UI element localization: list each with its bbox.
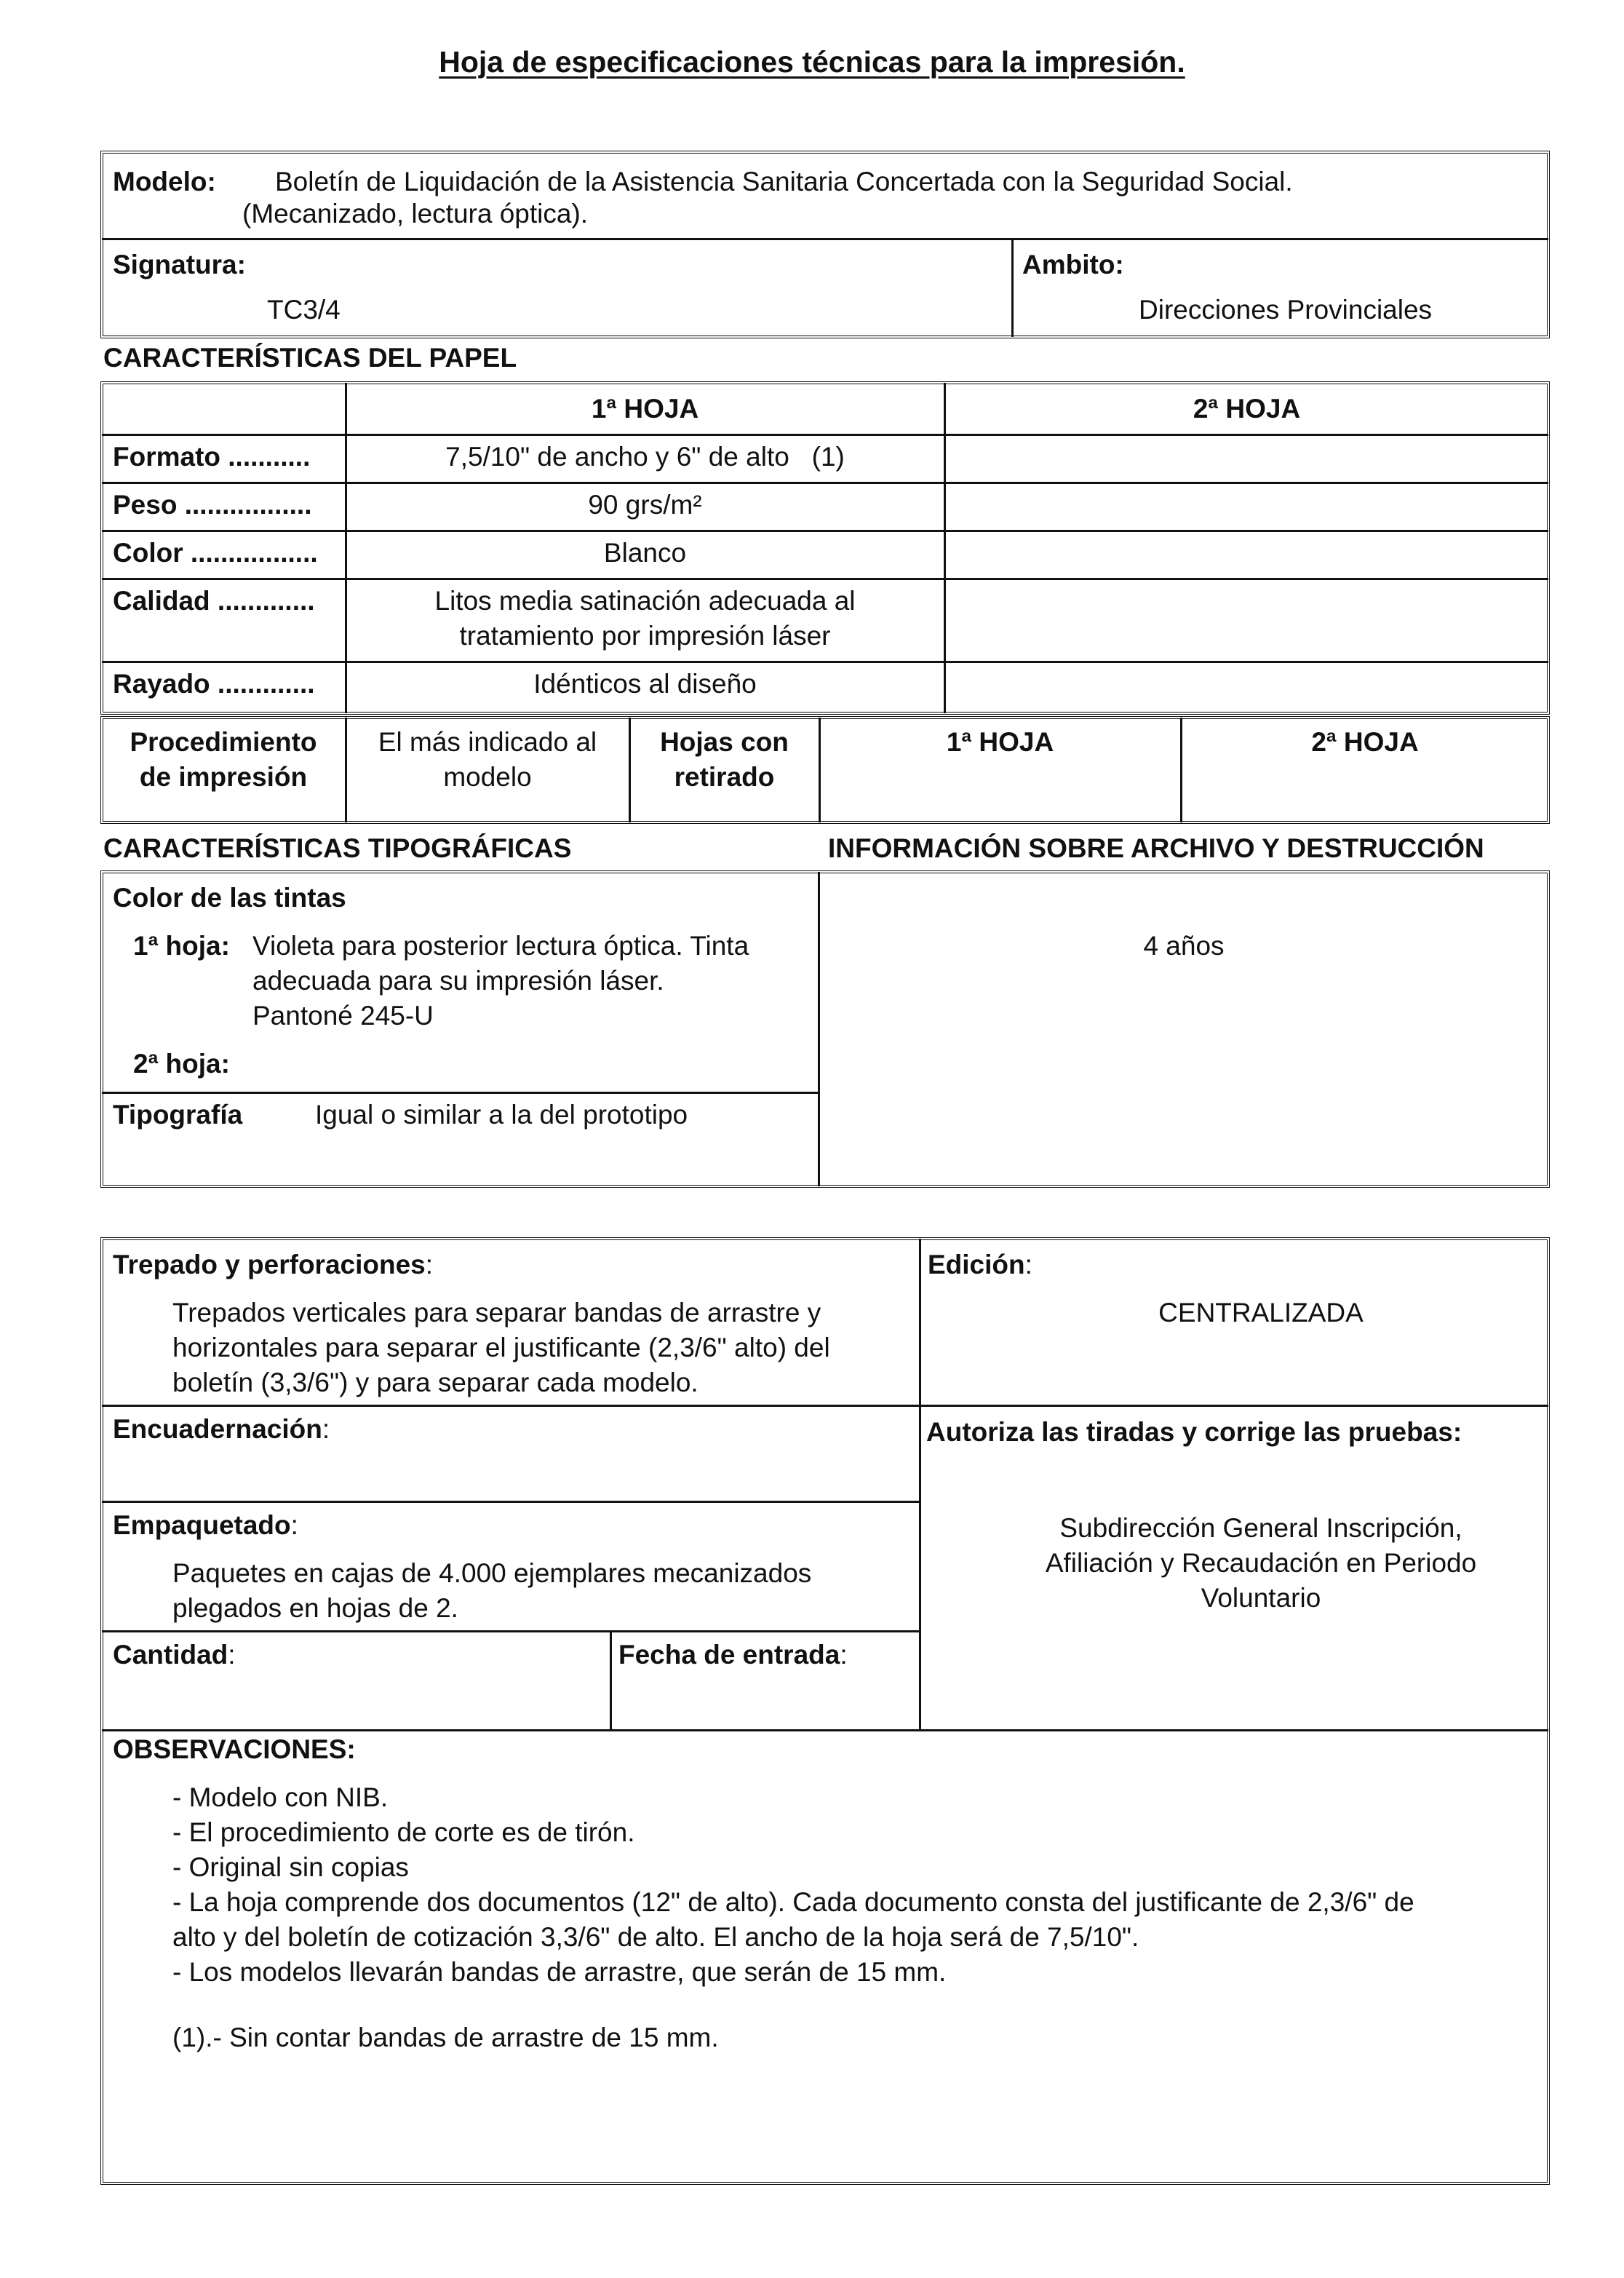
divider — [102, 578, 1548, 580]
edicion-label: Edición: — [928, 1250, 1032, 1279]
retirado-label: Hojas con retirado — [660, 727, 789, 792]
paper-sheet1-header: 1ª HOJA — [591, 394, 699, 424]
retirado-sheet2-header: 2ª HOJA — [1311, 727, 1419, 757]
procedure-label: Procedimiento de impresión — [130, 727, 317, 792]
inks-label: Color de las tintas — [113, 883, 346, 913]
sheet1-ink-label: 1ª hoja: — [133, 931, 230, 961]
observation-line: - El procedimiento de corte es de tirón. — [172, 1817, 635, 1847]
divider — [944, 383, 946, 713]
divider — [818, 872, 820, 1186]
model-description: Boletín de Liquidación de la Asistencia Sanitaria Concertada con la Seguridad Social. — [275, 167, 1293, 197]
sheet2-ink-label: 2ª hoja: — [133, 1049, 230, 1079]
divider — [102, 1501, 919, 1503]
retirado-sheet1-header: 1ª HOJA — [946, 727, 1054, 757]
observation-note: (1).- Sin contar bandas de arrastre de 15 mm. — [172, 2023, 719, 2052]
rayado-value: Idénticos al diseño — [533, 669, 757, 699]
page-title: Hoja de especificaciones técnicas para la impresión. — [439, 45, 1185, 79]
edicion-value: CENTRALIZADA — [1158, 1298, 1364, 1327]
paper-section-title: CARACTERÍSTICAS DEL PAPEL — [103, 343, 517, 373]
autoriza-value: Subdirección General Inscripción, Afiliación y Recaudación en Periodo Voluntario — [1045, 1513, 1477, 1613]
trepado-label: Trepado y perforaciones: — [113, 1250, 434, 1279]
signature-label: Signatura: — [113, 250, 246, 279]
divider — [102, 434, 1548, 436]
tipografia-value: Igual o similar a la del prototipo — [315, 1100, 688, 1130]
model-description-note: (Mecanizado, lectura óptica). — [242, 199, 589, 229]
trepado-value: Trepados verticales para separar bandas de arrastre y horizontales para separar el justificante (2,3/6" alto) del boletín (3,3/6") y para separar cada modelo. — [172, 1298, 830, 1397]
observation-line: - Original sin copias — [172, 1852, 409, 1882]
procedure-value: El más indicado al modelo — [378, 727, 597, 792]
color-label: Color ................. — [113, 538, 318, 568]
formato-label: Formato ........... — [113, 442, 311, 472]
ambito-value: Direcciones Provinciales — [1139, 295, 1433, 325]
empaquetado-value: Paquetes en cajas de 4.000 ejemplares mecanizados plegados en hojas de 2. — [172, 1558, 812, 1623]
color-value: Blanco — [603, 538, 687, 568]
observation-line: alto y del boletín de cotización 3,3/6" de alto. El ancho de la hoja será de 7,5/10". — [172, 1922, 1139, 1952]
divider — [102, 530, 1548, 532]
peso-label: Peso ................. — [113, 490, 312, 520]
divider — [1011, 238, 1014, 337]
typography-section-title: CARACTERÍSTICAS TIPOGRÁFICAS — [103, 833, 572, 863]
archive-section-title: INFORMACIÓN SOBRE ARCHIVO Y DESTRUCCIÓN — [828, 833, 1484, 863]
rayado-label: Rayado ............. — [113, 669, 315, 699]
divider — [102, 238, 1548, 240]
divider — [102, 1729, 1548, 1731]
empaquetado-label: Empaquetado: — [113, 1510, 298, 1540]
model-label: Modelo: — [113, 167, 216, 197]
observation-line: - Los modelos llevarán bandas de arrastre, que serán de 15 mm. — [172, 1957, 947, 1987]
calidad-value: Litos media satinación adecuada al tratamiento por impresión láser — [434, 586, 856, 651]
archive-value: 4 años — [1143, 931, 1225, 961]
formato-value: 7,5/10" de ancho y 6" de alto (1) — [445, 442, 845, 472]
encuadernacion-label: Encuadernación: — [113, 1414, 330, 1444]
observation-line: - Modelo con NIB. — [172, 1782, 389, 1812]
divider — [102, 661, 1548, 663]
divider — [102, 1092, 818, 1094]
ambito-label: Ambito: — [1022, 250, 1124, 279]
observations-label: OBSERVACIONES: — [113, 1734, 356, 1764]
tipografia-label: Tipografía — [113, 1100, 243, 1130]
paper-sheet2-header: 2ª HOJA — [1193, 394, 1301, 424]
divider — [102, 1630, 919, 1632]
autoriza-label: Autoriza las tiradas y corrige las pruebas: — [926, 1417, 1462, 1447]
cantidad-label: Cantidad: — [113, 1640, 236, 1670]
calidad-label: Calidad ............. — [113, 586, 315, 616]
observation-line: - La hoja comprende dos documentos (12" de alto). Cada documento consta del justificante de 2,3/6" de — [172, 1887, 1414, 1917]
sheet1-ink-value: Violeta para posterior lectura óptica. Tinta adecuada para su impresión láser. Pantoné 245-U — [252, 931, 749, 1031]
peso-value: 90 grs/m² — [588, 490, 702, 520]
signature-value: TC3/4 — [267, 295, 341, 325]
divider — [102, 1405, 1548, 1407]
fecha-entrada-label: Fecha de entrada: — [618, 1640, 848, 1670]
divider — [610, 1630, 612, 1729]
divider — [102, 482, 1548, 484]
